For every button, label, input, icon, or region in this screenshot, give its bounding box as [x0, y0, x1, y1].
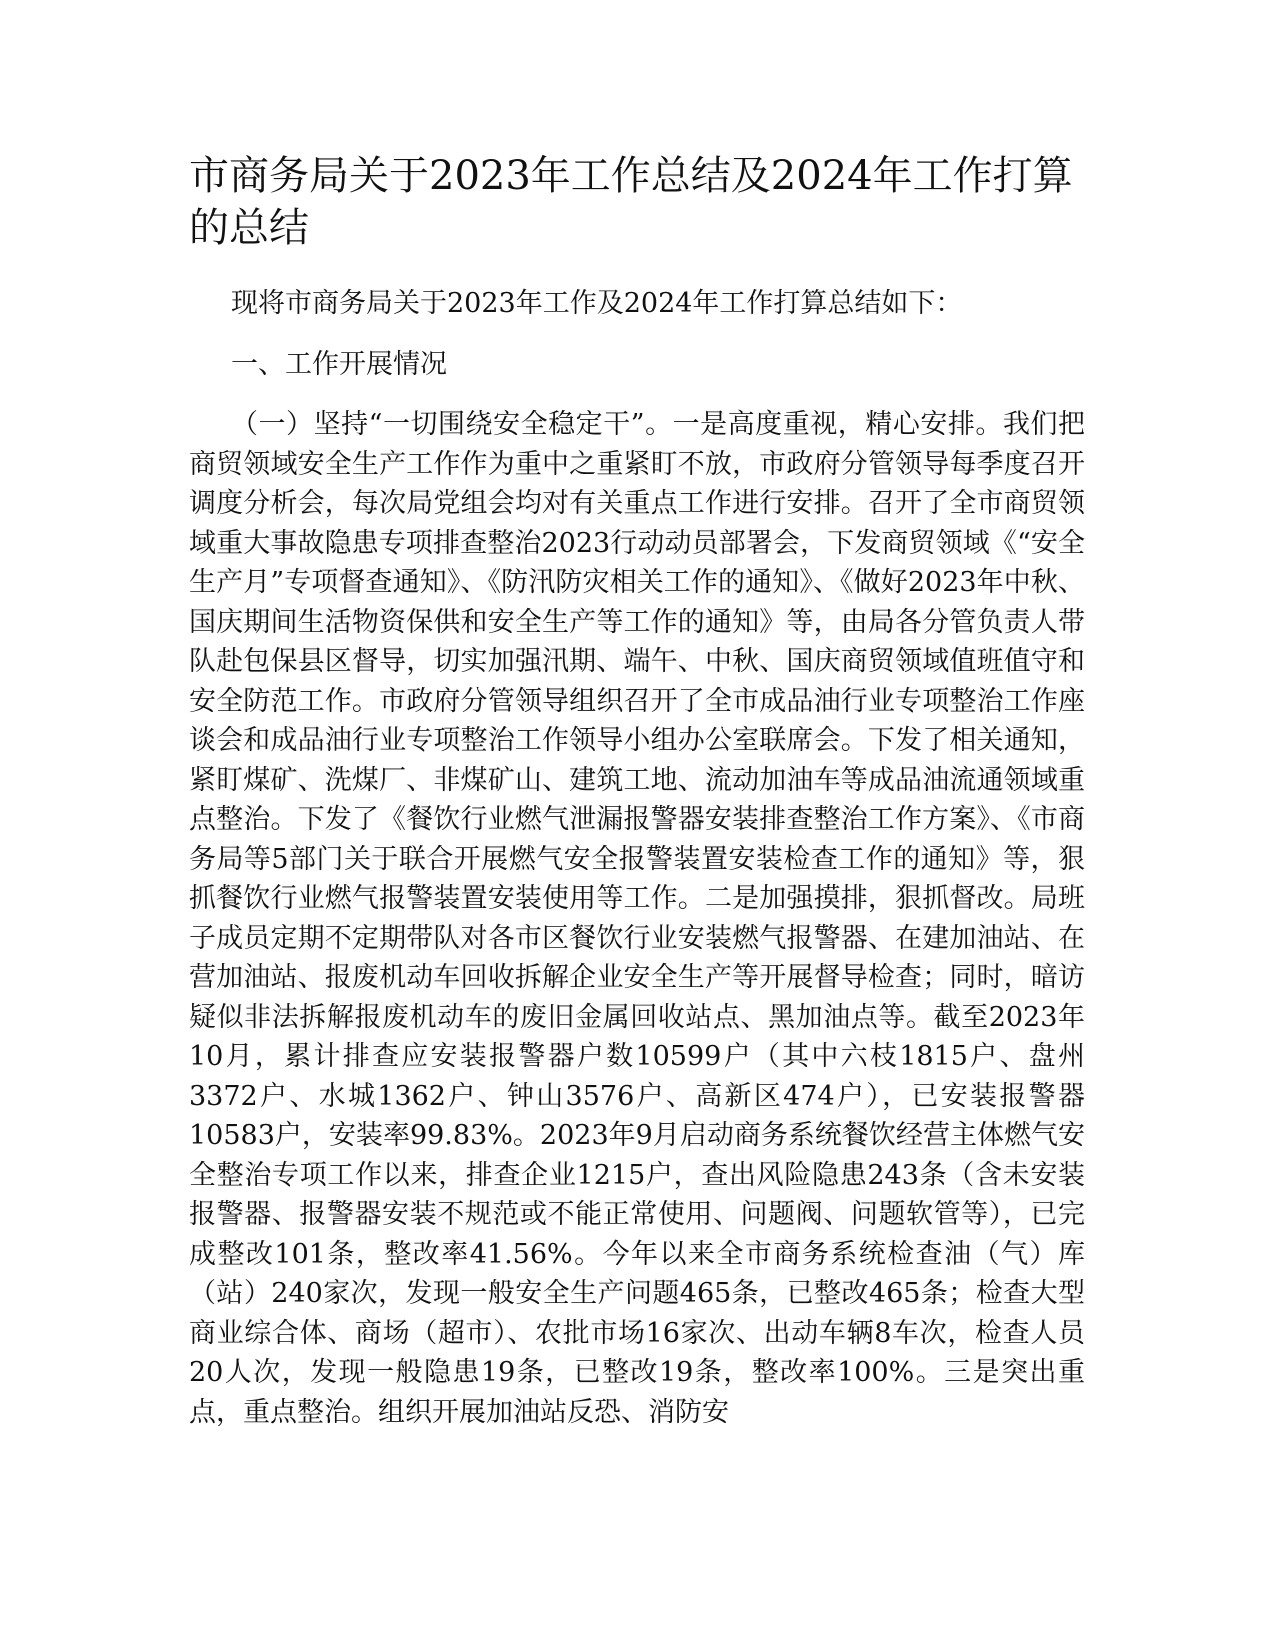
- body-paragraph: （一）坚持“一切围绕安全稳定干”。一是高度重视，精心安排。我们把商贸领域安全生产工作作为重中之重紧盯不放，市政府分管领导每季度召开调度分析会，每次局党组会均对有关重点工作进行安排。召开了全市商贸领域重大事故隐患专项排查整治2023行动动员部署会，下发商贸领域《“安全生产月”专项督查通知》、《防汛防灾相关工作的通知》、《做好2023年中秋、国庆期间生活物资保供和安全生产等工作的通知》等，由局各分管负责人带队赴包保县区督导，切实加强汛期、端午、中秋、国庆商贸领域值班值守和安全防范工作。市政府分管领导组织召开了全市成品油行业专项整治工作座谈会和成品油行业专项整治工作领导小组办公室联席会。下发了相关通知，紧盯煤矿、洗煤厂、非煤矿山、建筑工地、流动加油车等成品油流通领域重点整治。下发了《餐饮行业燃气泄漏报警器安装排查整治工作方案》、《市商务局等5部门关于联合开展燃气安全报警装置安装检查工作的通知》等，狠抓餐饮行业燃气报警装置安装使用等工作。二是加强摸排，狠抓督改。局班子成员定期不定期带队对各市区餐饮行业安装燃气报警器、在建加油站、在营加油站、报废机动车回收拆解企业安全生产等开展督导检查；同时，暗访疑似非法拆解报废机动车的废旧金属回收站点、黑加油点等。截至2023年10月，累计排查应安装报警器户数10599户（其中六枝1815户、盘州3372户、水城1362户、钟山3576户、高新区474户），已安装报警器10583户，安装率99.83%。2023年9月启动商务系统餐饮经营主体燃气安全整治专项工作以来，排查企业1215户，查出风险隐患243条（含未安装报警器、报警器安装不规范或不能正常使用、问题阀、问题软管等），已完成整改101条，整改率41.56%。今年以来全市商务系统检查油（气）库（站）240家次，发现一般安全生产问题465条，已整改465条；检查大型商业综合体、商场（超市）、农批市场16家次、出动车辆8车次，检查人员20人次，发现一般隐患19条，已整改19条，整改率100%。三是突出重点，重点整治。组织开展加油站反恐、消防安: [189, 409, 1085, 1428]
- document-title: 市商务局关于2023年工作总结及2024年工作打算的总结: [189, 153, 1073, 251]
- intro-paragraph: 现将市商务局关于2023年工作及2024年工作打算总结如下：: [231, 288, 963, 319]
- section-heading: 一、工作开展情况: [231, 349, 447, 380]
